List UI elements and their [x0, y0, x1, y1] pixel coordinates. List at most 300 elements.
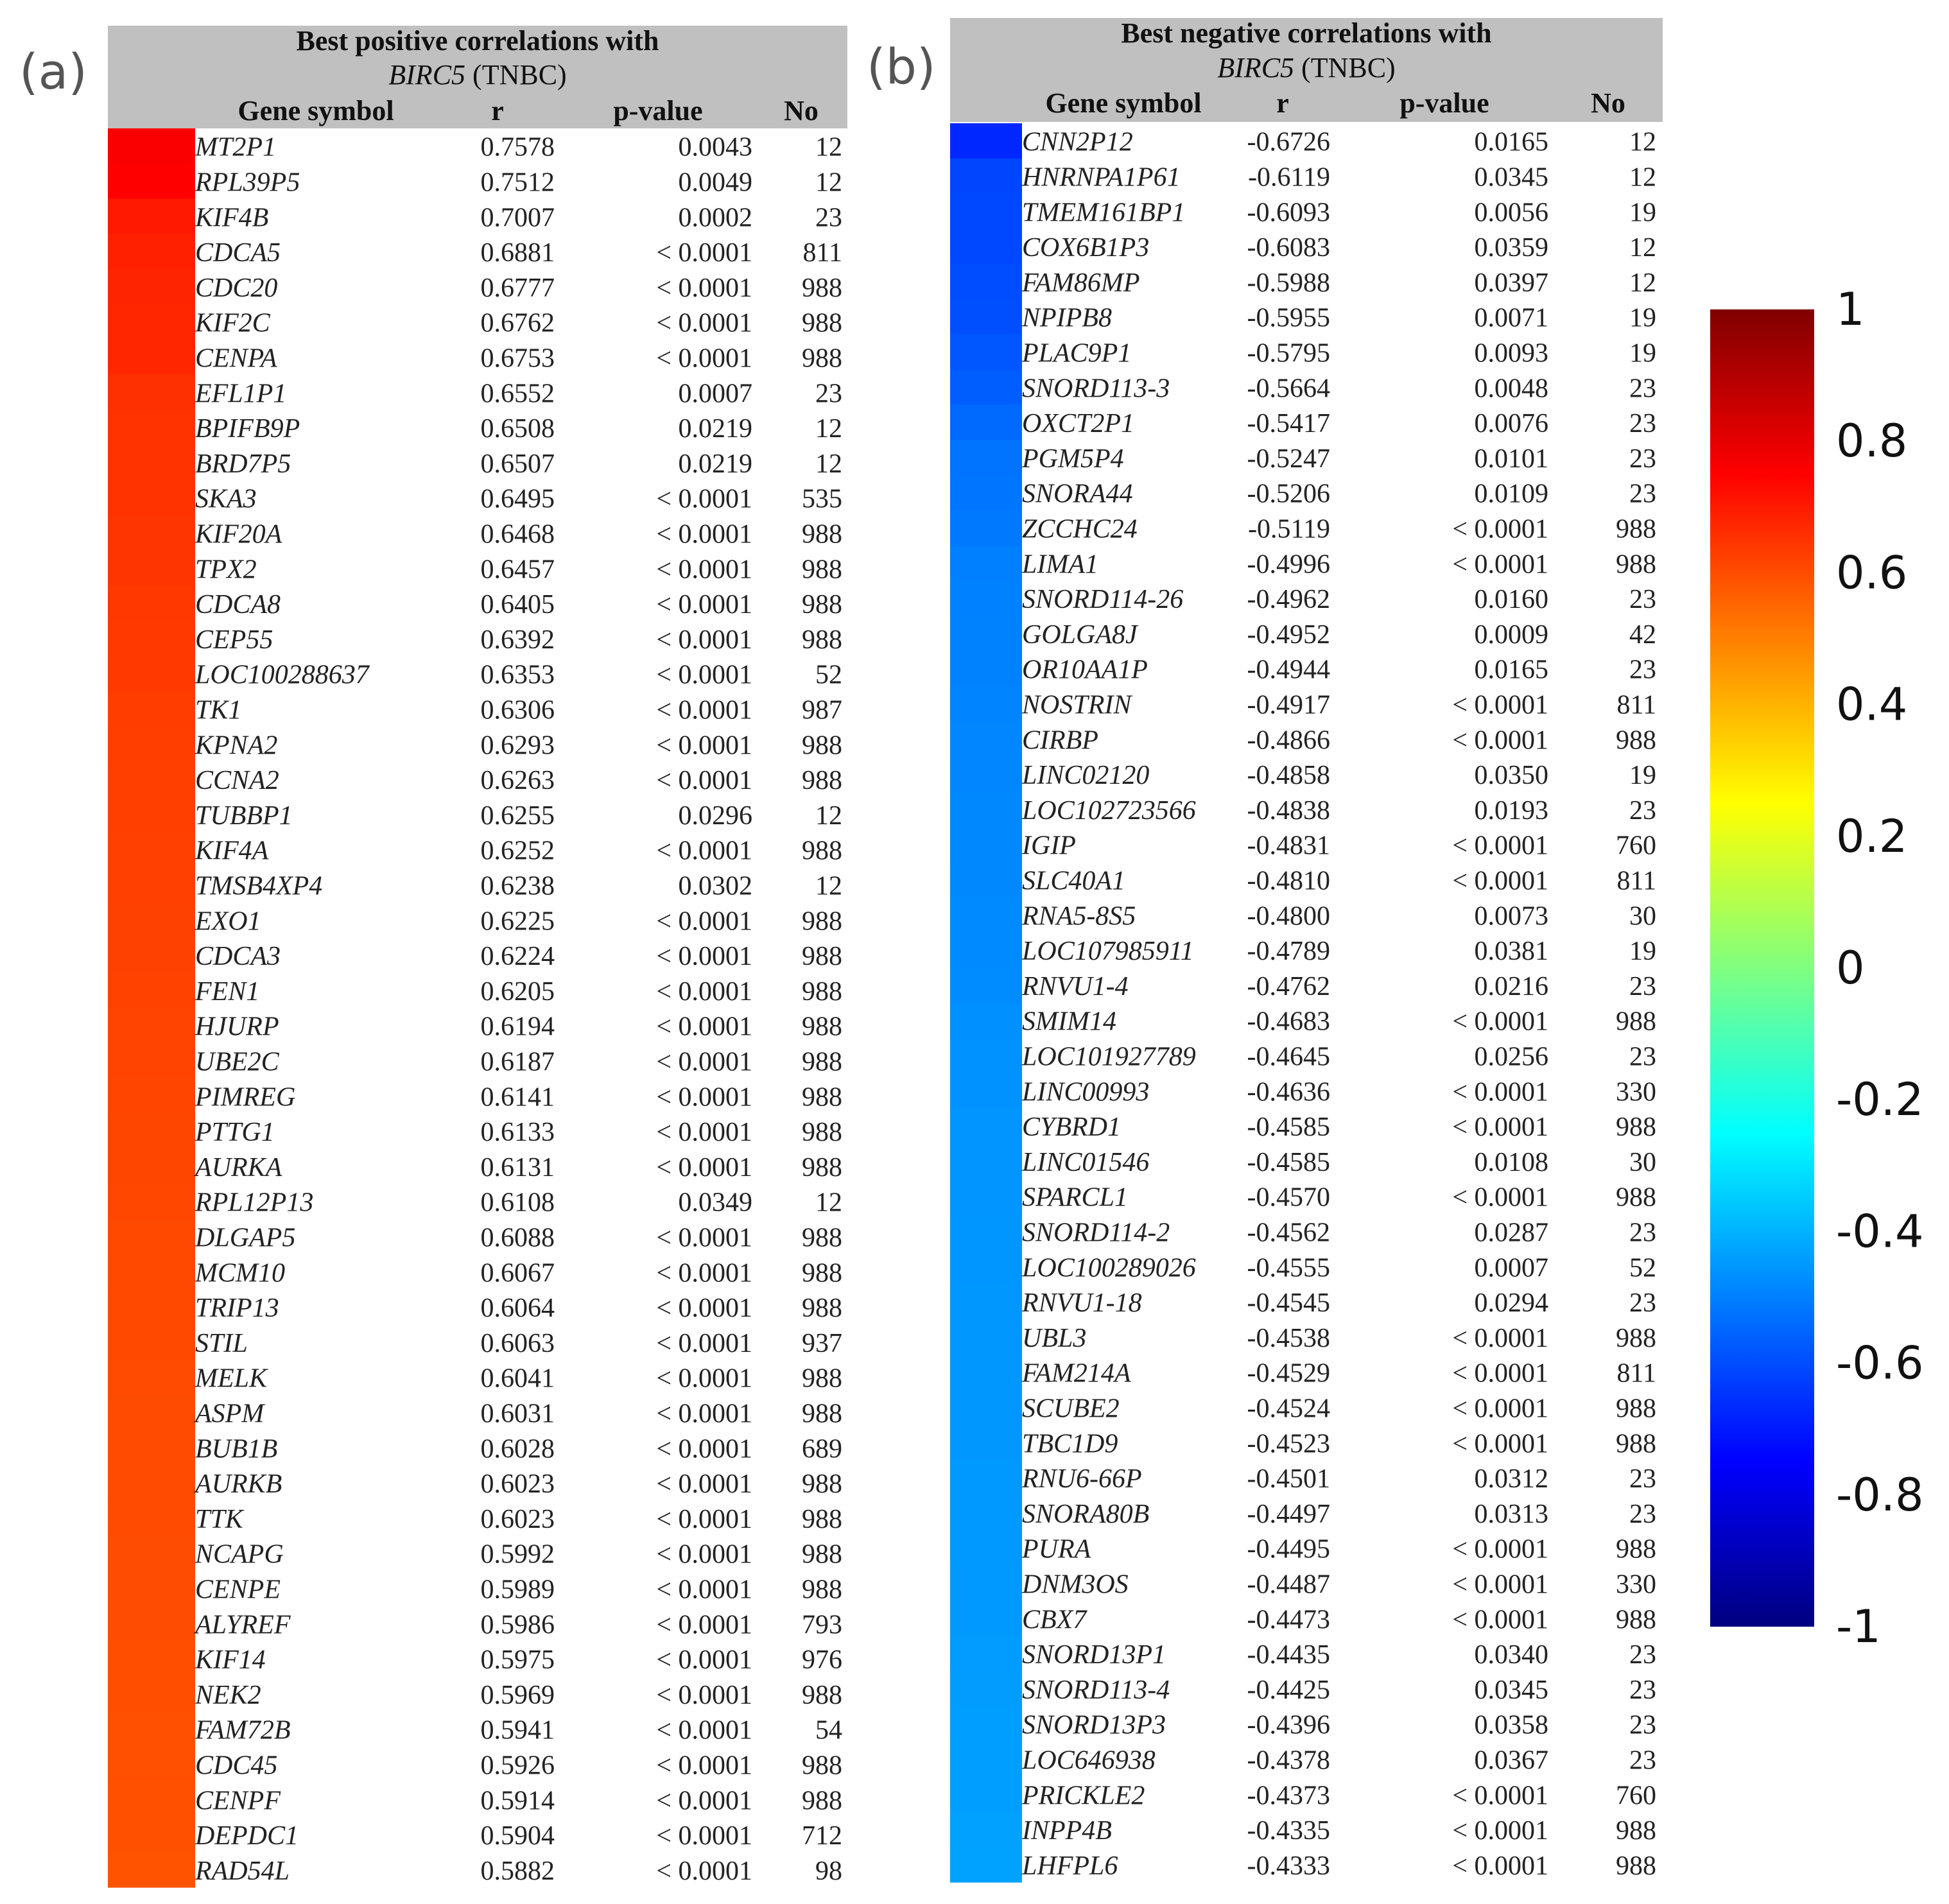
panel-a-r-value: 0.5969: [480, 1680, 555, 1710]
panel-b-heat-cell: [950, 580, 1022, 616]
panel-a-no-value: 12: [815, 168, 842, 198]
panel-a-heat-cell: [108, 375, 195, 410]
panel-b-gene-symbol: FAM214A: [1022, 1358, 1131, 1389]
panel-b-gene-symbol: SNORA80B: [1022, 1499, 1150, 1529]
panel-a-p-value: 0.0219: [678, 449, 752, 479]
panel-b-heat-cell: [950, 722, 1022, 757]
panel-b-r-value: -0.4335: [1247, 1816, 1330, 1846]
panel-b-r-value: -0.4333: [1247, 1851, 1330, 1881]
panel-a-gene-symbol: KPNA2: [195, 731, 278, 761]
panel-a-heat-cell: [108, 797, 195, 832]
panel-b-heat-cell: [950, 1390, 1022, 1425]
panel-b-heat-cell: [950, 1495, 1022, 1530]
panel-a-gene-symbol: KIF14: [195, 1645, 266, 1675]
panel-a-p-value: 0.0302: [678, 871, 752, 901]
panel-a-no-value: 988: [802, 766, 842, 796]
panel-b-heat-cell: [950, 897, 1022, 933]
panel-b-heat-cell: [950, 1777, 1022, 1812]
panel-b-r-value: -0.4562: [1247, 1218, 1330, 1248]
panel-a-heat-cell: [108, 1465, 195, 1500]
panel-a-heat-cell: [108, 867, 195, 903]
panel-b-r-value: -0.4962: [1247, 585, 1330, 615]
panel-b-gene-symbol: PURA: [1022, 1534, 1091, 1564]
panel-b-p-value: 0.0381: [1474, 937, 1548, 967]
panel-a-heat-cell: [108, 1500, 195, 1536]
panel-a-p-value: < 0.0001: [656, 660, 752, 690]
panel-b-r-value: -0.5119: [1248, 514, 1330, 544]
panel-a-r-value: 0.5992: [480, 1539, 555, 1570]
panel-a-p-value: < 0.0001: [656, 1575, 752, 1605]
panel-b-title: Best negative correlations with: [1121, 17, 1492, 49]
panel-b-gene-symbol: DNM3OS: [1022, 1570, 1129, 1600]
panel-a-r-value: 0.6063: [480, 1328, 555, 1358]
panel-a-p-value: 0.0219: [678, 414, 752, 444]
panel-a-heat-cell: [108, 269, 195, 304]
panel-a-heat-cell: [108, 1360, 195, 1395]
panel-b-heat-cell: [950, 1566, 1022, 1601]
panel-a-no-value: 988: [802, 1223, 842, 1253]
panel-b-p-value: 0.0397: [1474, 268, 1548, 298]
panel-b-r-value: -0.4838: [1247, 795, 1330, 826]
panel-a-heat-cell: [108, 199, 195, 234]
panel-a-p-value: < 0.0001: [656, 519, 752, 550]
panel-b-gene-symbol: SNORA44: [1022, 479, 1133, 509]
panel-a-heat-cell: [108, 727, 195, 762]
panel-b-p-value: < 0.0001: [1452, 690, 1548, 720]
panel-b-p-value: 0.0101: [1474, 444, 1548, 474]
panel-b-p-value: 0.0367: [1474, 1745, 1548, 1776]
panel-a-p-value: < 0.0001: [656, 695, 752, 725]
panel-b-heat-cell: [950, 616, 1022, 651]
panel-b-col-pvalue: p-value: [1399, 87, 1489, 119]
panel-a-heat-cell: [108, 1395, 195, 1430]
panel-a-heat-cell: [108, 551, 195, 586]
panel-a-no-value: 12: [815, 132, 842, 162]
panel-b-heat-cell: [950, 1214, 1022, 1249]
panel-b-p-value: 0.0340: [1474, 1640, 1548, 1670]
panel-a-r-value: 0.6187: [480, 1047, 555, 1077]
colorbar-tick-label: 0.8: [1836, 415, 1908, 468]
panel-b-p-value: 0.0294: [1474, 1288, 1548, 1319]
panel-a-heat-cell: [108, 1219, 195, 1254]
panel-a-gene-symbol: CDCA5: [195, 238, 281, 268]
panel-b-heat-cell: [950, 932, 1022, 967]
panel-b-no-value: 988: [1616, 1605, 1656, 1635]
panel-a-gene-symbol: DLGAP5: [195, 1223, 296, 1253]
colorbar-tick-label: -0.6: [1836, 1337, 1924, 1390]
panel-a-r-value: 0.6238: [480, 871, 555, 901]
colorbar-tick-label: 0.2: [1836, 809, 1908, 863]
panel-b-no-value: 19: [1629, 303, 1656, 333]
panel-b-p-value: < 0.0001: [1452, 1358, 1548, 1389]
panel-a-r-value: 0.6255: [480, 801, 555, 831]
panel-b-r-value: -0.4866: [1247, 725, 1330, 756]
panel-a-r-value: 0.6023: [480, 1469, 555, 1500]
panel-a-no-value: 988: [802, 590, 842, 620]
panel-b-no-value: 988: [1616, 550, 1656, 580]
panel-b-r-value: -0.5955: [1247, 303, 1330, 333]
panel-a-no-value: 988: [802, 1751, 842, 1781]
panel-b-r-value: -0.4495: [1247, 1534, 1330, 1564]
panel-a-p-value: < 0.0001: [656, 1328, 752, 1358]
panel-a-gene-symbol: HJURP: [195, 1012, 279, 1042]
panel-b-r-value: -0.4396: [1247, 1710, 1330, 1740]
panel-a-r-value: 0.7578: [480, 132, 555, 162]
panel-a-heat-cell: [108, 1008, 195, 1043]
panel-a-r-value: 0.6224: [480, 942, 555, 972]
panel-a-heat-cell: [108, 656, 195, 691]
panel-a-r-value: 0.6133: [480, 1118, 555, 1148]
panel-b-no-value: 23: [1629, 1499, 1656, 1529]
panel-a-r-value: 0.6023: [480, 1504, 555, 1534]
panel-a-r-value: 0.6306: [480, 695, 555, 725]
panel-a-gene-symbol: MELK: [195, 1363, 268, 1394]
panel-a-p-value: < 0.0001: [656, 1012, 752, 1042]
panel-b-heat-cell: [950, 1847, 1022, 1882]
panel-a-no-value: 988: [802, 1152, 842, 1182]
panel-a-heat-cell: [108, 903, 195, 938]
panel-b-no-value: 19: [1629, 937, 1656, 967]
panel-a-r-value: 0.5926: [480, 1751, 555, 1781]
panel-a-heat-cell: [108, 1254, 195, 1290]
panel-a-p-value: 0.0049: [678, 168, 752, 198]
panel-b-no-value: 988: [1616, 1534, 1656, 1564]
panel-b-gene-symbol: NPIPB8: [1022, 303, 1112, 333]
panel-a-p-value: < 0.0001: [656, 976, 752, 1007]
panel-a-r-value: 0.6141: [480, 1082, 555, 1112]
panel-a-no-value: 535: [802, 484, 842, 514]
panel-a-gene-symbol: CDCA3: [195, 942, 281, 972]
panel-b-heat-cell: [950, 510, 1022, 546]
panel-a-gene-symbol: NCAPG: [195, 1539, 284, 1570]
panel-b-no-value: 19: [1629, 198, 1656, 228]
panel-b-subtitle-suffix: (TNBC): [1294, 52, 1396, 83]
panel-a-no-value: 988: [802, 1469, 842, 1500]
panel-b-heat-cell: [950, 1003, 1022, 1038]
panel-b-p-value: 0.0165: [1474, 655, 1548, 685]
panel-b-no-value: 12: [1629, 127, 1656, 157]
panel-b-heat-cell: [950, 1671, 1022, 1706]
panel-a-r-value: 0.6131: [480, 1152, 555, 1182]
panel-b-r-value: -0.4555: [1247, 1253, 1330, 1283]
panel-b-no-value: 23: [1629, 1745, 1656, 1776]
panel-a-no-value: 988: [802, 1047, 842, 1077]
colorbar-tick-label: -0.8: [1836, 1468, 1924, 1521]
panel-b-gene-symbol: LHFPL6: [1022, 1851, 1118, 1881]
panel-b-heat-cell: [950, 1319, 1022, 1354]
panel-a-r-value: 0.6507: [480, 449, 555, 479]
panel-b-p-value: < 0.0001: [1452, 866, 1548, 896]
panel-b-no-value: 330: [1616, 1077, 1656, 1107]
panel-b-p-value: 0.0312: [1474, 1464, 1548, 1494]
panel-a-p-value: < 0.0001: [656, 1047, 752, 1077]
panel-a-heat-cell: [108, 832, 195, 867]
panel-a-gene-symbol: CENPA: [195, 343, 277, 374]
panel-a-p-value: < 0.0001: [656, 1469, 752, 1500]
panel-b-gene-symbol: SMIM14: [1022, 1007, 1116, 1037]
panel-b-gene-symbol: CNN2P12: [1022, 127, 1133, 157]
panel-a-p-value: < 0.0001: [656, 1504, 752, 1534]
panel-b-label: (b): [867, 38, 936, 95]
panel-b-r-value: -0.5206: [1247, 479, 1330, 509]
panel-b-r-value: -0.4996: [1247, 550, 1330, 580]
panel-b-no-value: 19: [1629, 761, 1656, 791]
panel-a-heat-cell: [108, 1852, 195, 1887]
panel-a-heat-cell: [108, 1289, 195, 1324]
panel-a-heat-cell: [108, 761, 195, 797]
panel-a-heat-cell: [108, 1817, 195, 1852]
panel-a-p-value: < 0.0001: [656, 1610, 752, 1640]
panel-b-col-no: No: [1591, 87, 1625, 119]
panel-b-heat-cell: [950, 1038, 1022, 1073]
panel-a-col-no: No: [784, 95, 819, 126]
panel-b: [867, 17, 1663, 1883]
panel-b-heat-cell: [950, 123, 1022, 159]
panel-b-gene-symbol: SNORD113-3: [1022, 374, 1170, 404]
panel-b-heat-cell: [950, 1108, 1022, 1143]
panel-a-r-value: 0.5989: [480, 1575, 555, 1605]
colorbar-tick-label: 0.4: [1836, 678, 1908, 731]
panel-b-no-value: 23: [1629, 1464, 1656, 1494]
panel-b-p-value: 0.0071: [1474, 303, 1548, 333]
panel-b-heat-cell: [950, 792, 1022, 827]
panel-b-r-value: -0.4473: [1247, 1605, 1330, 1635]
panel-b-heat-cell: [950, 334, 1022, 370]
panel-b-gene-symbol: SLC40A1: [1022, 866, 1126, 896]
panel-a-subtitle: [388, 59, 566, 91]
panel-b-p-value: 0.0093: [1474, 338, 1548, 368]
panel-a-gene-symbol: EFL1P1: [195, 379, 287, 409]
panel-b-gene-symbol: TMEM161BP1: [1022, 198, 1186, 228]
panel-b-r-value: -0.6119: [1248, 162, 1330, 193]
panel-b-r-value: -0.4373: [1247, 1781, 1330, 1811]
panel-a-p-value: < 0.0001: [656, 906, 752, 937]
panel-b-p-value: 0.0359: [1474, 233, 1548, 263]
panel-b-no-value: 988: [1616, 1182, 1656, 1213]
panel-a-heat-cell: [108, 585, 195, 621]
panel-a-heat-cell: [108, 1747, 195, 1782]
panel-a-no-value: 988: [802, 976, 842, 1007]
panel-b-p-value: < 0.0001: [1452, 1077, 1548, 1107]
panel-a-gene-symbol: LOC100288637: [195, 660, 369, 690]
panel-b-r-value: -0.4487: [1247, 1570, 1330, 1600]
panel-a-gene-symbol: CEP55: [195, 625, 273, 655]
panel-a-p-value: < 0.0001: [656, 1751, 752, 1781]
panel-a-gene-symbol: FEN1: [195, 976, 260, 1007]
panel-b-gene-symbol: TBC1D9: [1022, 1429, 1118, 1459]
panel-a-heat-cell: [108, 128, 195, 164]
panel-a-p-value: < 0.0001: [656, 1680, 752, 1710]
panel-b-gene-symbol: RNU6-66P: [1022, 1464, 1142, 1494]
panel-b-gene-symbol: SNORD13P3: [1022, 1710, 1166, 1740]
panel-a-no-value: 988: [802, 273, 842, 303]
panel-b-p-value: 0.0256: [1474, 1042, 1548, 1072]
panel-a-heat-cell: [108, 445, 195, 480]
panel-b-gene-symbol: UBL3: [1022, 1323, 1087, 1353]
panel-b-heat-cell: [950, 756, 1022, 792]
colorbar-tick-label: -0.4: [1836, 1205, 1924, 1258]
panel-a-col-gene: Gene symbol: [238, 95, 394, 126]
panel-a-no-value: 988: [802, 836, 842, 866]
panel-a-p-value: < 0.0001: [656, 1118, 752, 1148]
panel-b-no-value: 760: [1616, 831, 1656, 861]
panel-b-r-value: -0.5664: [1247, 374, 1330, 404]
panel-a-p-value: 0.0296: [678, 801, 752, 831]
panel-a-no-value: 811: [802, 238, 842, 268]
panel-a-gene-symbol: CENPE: [195, 1575, 281, 1605]
panel-b-gene-symbol: LOC646938: [1022, 1745, 1156, 1776]
panel-b-p-value: 0.0345: [1474, 162, 1548, 193]
panel-b-r-value: -0.4636: [1247, 1077, 1330, 1107]
panel-a-heat-cell: [108, 621, 195, 656]
panel-b-p-value: 0.0108: [1474, 1147, 1548, 1177]
panel-a-no-value: 12: [815, 449, 842, 479]
panel-b-no-value: 988: [1616, 1394, 1656, 1424]
panel-a-gene-symbol: AURKB: [195, 1469, 282, 1500]
panel-a-subtitle-gene: BIRC5: [388, 59, 466, 91]
panel-b-gene-symbol: CBX7: [1022, 1605, 1087, 1635]
panel-a-gene-symbol: BRD7P5: [195, 449, 291, 479]
panel-a-r-value: 0.6194: [480, 1012, 555, 1042]
panel-a-r-value: 0.7512: [480, 168, 555, 198]
panel-a-no-value: 988: [802, 1012, 842, 1042]
panel-a-r-value: 0.6293: [480, 731, 555, 761]
panel-b-heat-cell: [950, 827, 1022, 862]
panel-a-gene-symbol: TTK: [195, 1504, 243, 1534]
panel-a-no-value: 988: [802, 942, 842, 972]
panel-a-gene-symbol: AURKA: [195, 1152, 282, 1182]
panel-a-heat-cell: [108, 1324, 195, 1360]
panel-a-no-value: 988: [802, 1082, 842, 1112]
panel-a-r-value: 0.6205: [480, 976, 555, 1007]
panel-b-r-value: -0.4952: [1247, 619, 1330, 650]
panel-a-no-value: 988: [802, 1294, 842, 1324]
panel-b-no-value: 12: [1629, 162, 1656, 193]
panel-b-r-value: -0.4831: [1247, 831, 1330, 861]
panel-b-no-value: 19: [1629, 338, 1656, 368]
panel-a-rows: [108, 128, 842, 1888]
panel-a-p-value: < 0.0001: [656, 1363, 752, 1394]
panel-b-heat-cell: [950, 1706, 1022, 1742]
panel-a-no-value: 988: [802, 1575, 842, 1605]
panel-a-no-value: 988: [802, 1786, 842, 1816]
panel-a-r-value: 0.6495: [480, 484, 555, 514]
panel-a-no-value: 988: [802, 1363, 842, 1394]
panel-a-r-value: 0.5941: [480, 1715, 555, 1745]
panel-a-p-value: < 0.0001: [656, 1539, 752, 1570]
panel-b-gene-symbol: PLAC9P1: [1022, 338, 1132, 368]
panel-b-no-value: 23: [1629, 1675, 1656, 1705]
panel-a-r-value: 0.5914: [480, 1786, 555, 1816]
panel-a-r-value: 0.6067: [480, 1258, 555, 1288]
panel-b-r-value: -0.4585: [1247, 1112, 1330, 1143]
panel-a-gene-symbol: BPIFB9P: [195, 414, 300, 444]
panel-b-r-value: -0.4810: [1247, 866, 1330, 896]
panel-b-r-value: -0.5988: [1247, 268, 1330, 298]
panel-a-gene-symbol: EXO1: [195, 906, 261, 937]
panel-a-heat-cell: [108, 1782, 195, 1817]
panel-b-no-value: 988: [1616, 725, 1656, 756]
panel-b-heat-cell: [950, 1425, 1022, 1460]
panel-b-no-value: 988: [1616, 1851, 1656, 1881]
panel-b-no-value: 12: [1629, 268, 1656, 298]
panel-b-heat-cell: [950, 159, 1022, 194]
panel-b-p-value: 0.0193: [1474, 795, 1548, 826]
panel-b-gene-symbol: SNORD113-4: [1022, 1675, 1170, 1705]
panel-a-no-value: 712: [802, 1821, 842, 1851]
panel-b-p-value: < 0.0001: [1452, 1534, 1548, 1564]
panel-a-heat-cell: [108, 1536, 195, 1571]
panel-a-gene-symbol: RAD54L: [195, 1856, 290, 1886]
panel-b-gene-symbol: CYBRD1: [1022, 1112, 1122, 1143]
panel-a-r-value: 0.6041: [480, 1363, 555, 1394]
panel-b-r-value: -0.4570: [1247, 1182, 1330, 1213]
panel-b-p-value: 0.0109: [1474, 479, 1548, 509]
panel-b-heat-cell: [950, 1354, 1022, 1390]
panel-a-gene-symbol: CDCA8: [195, 590, 281, 620]
panel-a-no-value: 988: [802, 519, 842, 550]
panel-b-gene-symbol: PRICKLE2: [1022, 1781, 1145, 1811]
panel-b-r-value: -0.4585: [1247, 1147, 1330, 1177]
panel-a-heat-cell: [108, 1184, 195, 1219]
panel-a-heat-cell: [108, 1430, 195, 1466]
panel-b-p-value: < 0.0001: [1452, 1323, 1548, 1353]
panel-b-p-value: < 0.0001: [1452, 1182, 1548, 1213]
panel-a-p-value: < 0.0001: [656, 836, 752, 866]
panel-a-r-value: 0.6225: [480, 906, 555, 937]
panel-b-p-value: 0.0358: [1474, 1710, 1548, 1740]
panel-b-heat-cell: [950, 1601, 1022, 1636]
panel-a-r-value: 0.6405: [480, 590, 555, 620]
panel-a-r-value: 0.6457: [480, 555, 555, 585]
panel-b-no-value: 42: [1629, 619, 1656, 650]
colorbar-tick-label: 0.6: [1836, 546, 1908, 600]
panel-a-no-value: 23: [815, 379, 842, 409]
panel-b-r-value: -0.4944: [1247, 655, 1330, 685]
panel-a-p-value: < 0.0001: [656, 1223, 752, 1253]
panel-b-r-value: -0.4529: [1247, 1358, 1330, 1389]
panel-b-p-value: < 0.0001: [1452, 725, 1548, 756]
panel-b-no-value: 23: [1629, 1288, 1656, 1319]
panel-b-r-value: -0.4523: [1247, 1429, 1330, 1459]
panel-a-no-value: 988: [802, 1258, 842, 1288]
panel-a-heat-cell: [108, 480, 195, 515]
panel-b-r-value: -0.6093: [1247, 198, 1330, 228]
panel-a-r-value: 0.6252: [480, 836, 555, 866]
colorbar-gradient: [1710, 309, 1814, 1627]
panel-b-gene-symbol: PGM5P4: [1022, 444, 1124, 474]
colorbar-ticks: [1836, 283, 1924, 1653]
panel-b-heat-cell: [950, 1636, 1022, 1671]
panel-a-no-value: 976: [802, 1645, 842, 1675]
panel-a-no-value: 689: [802, 1434, 842, 1464]
panel-a-no-value: 988: [802, 343, 842, 374]
panel-a-no-value: 988: [802, 1118, 842, 1148]
panel-a-p-value: < 0.0001: [656, 1294, 752, 1324]
panel-a-col-pvalue: p-value: [613, 95, 703, 126]
panel-b-no-value: 23: [1629, 1710, 1656, 1740]
panel-a-heat-cell: [108, 515, 195, 551]
panel-b-heat-cell: [950, 1179, 1022, 1214]
panel-a-gene-symbol: CDC20: [195, 273, 278, 303]
panel-a-r-value: 0.6031: [480, 1399, 555, 1429]
panel-b-p-value: < 0.0001: [1452, 831, 1548, 861]
panel-b-r-value: -0.4917: [1247, 690, 1330, 720]
panel-b-gene-symbol: OXCT2P1: [1022, 409, 1135, 439]
panel-a-p-value: < 0.0001: [656, 625, 752, 655]
panel-b-gene-symbol: SNORD114-2: [1022, 1218, 1170, 1248]
panel-a-gene-symbol: CCNA2: [195, 766, 279, 796]
